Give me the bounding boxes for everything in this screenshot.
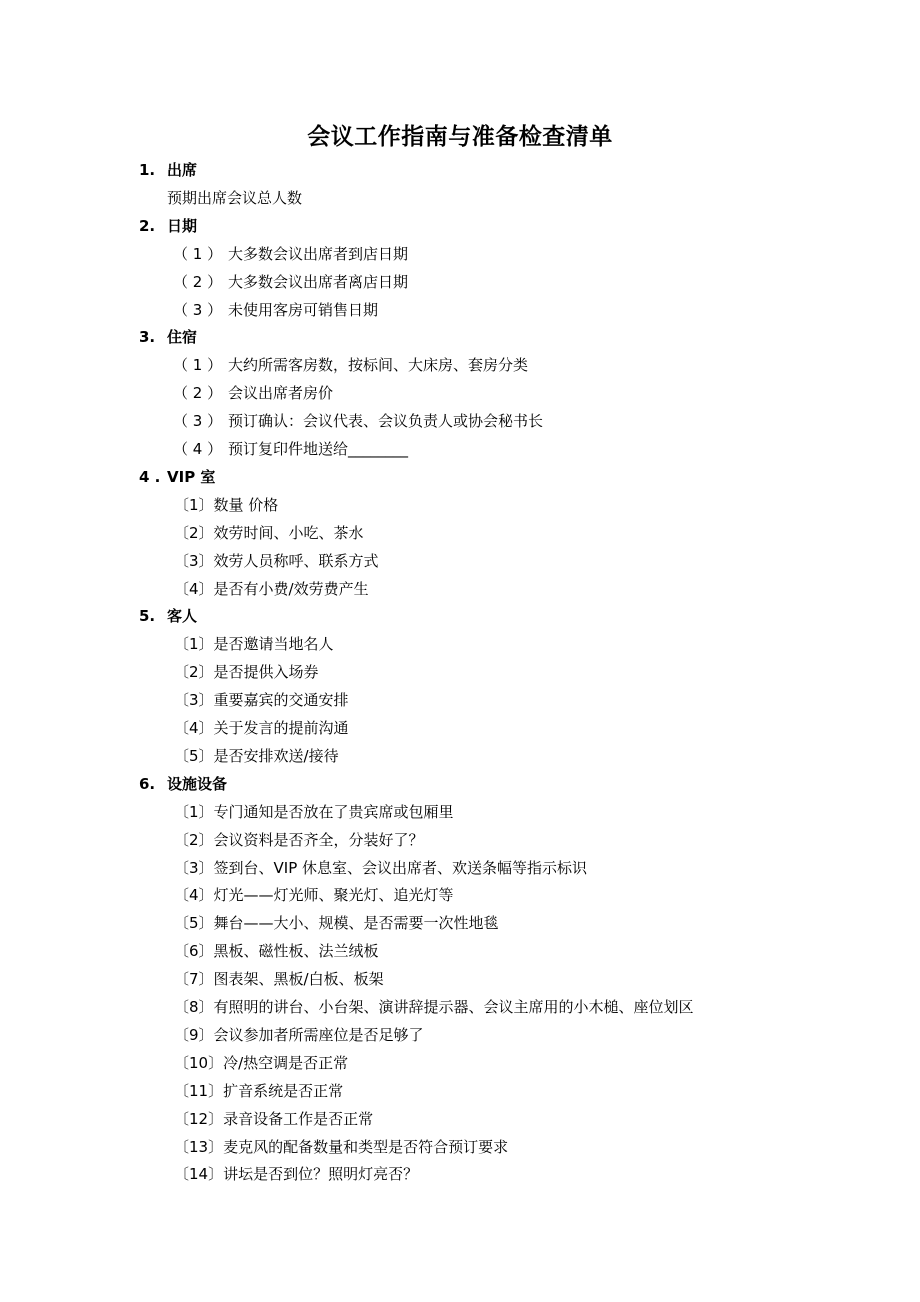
section-number: 4 .	[139, 467, 161, 486]
checklist-item	[174, 634, 334, 654]
item-text: 大多数会议出席者到店日期	[228, 244, 409, 263]
checklist-item	[174, 1109, 373, 1129]
item-text: 〔4〕灯光——灯光师、聚光灯、追光灯等	[174, 886, 454, 905]
item-text: 〔5〕是否安排欢送/接待	[174, 746, 339, 765]
section-title: 客人	[167, 607, 198, 626]
item-text: 〔1〕是否邀请当地名人	[174, 635, 334, 654]
checklist-item	[174, 1025, 424, 1045]
item-text: 大多数会议出席者离店日期	[228, 272, 409, 291]
item-text: 〔2〕会议资料是否齐全，分装好了？	[174, 830, 424, 849]
section-heading	[139, 467, 215, 487]
checklist-item	[174, 941, 379, 961]
item-text: 会议出席者房价	[228, 384, 334, 403]
item-text: 〔10〕冷/热空调是否正常	[174, 1053, 349, 1072]
checklist-item	[174, 885, 454, 905]
item-text: 预期出席会议总人数	[167, 188, 303, 207]
section-title: 日期	[167, 216, 198, 235]
item-text: 〔7〕图表架、黑板/白板、板架	[174, 970, 384, 989]
checklist-item	[174, 690, 349, 710]
checklist-item	[174, 523, 364, 543]
checklist-item	[173, 244, 408, 264]
checklist-item	[173, 300, 378, 320]
item-text: 〔9〕会议参加者所需座位是否足够了	[174, 1025, 424, 1044]
checklist-item	[174, 969, 384, 989]
item-text: 大约所需客房数，按标间、大床房、套房分类	[228, 356, 529, 375]
section-heading	[139, 606, 197, 626]
checklist-item	[174, 1081, 343, 1101]
item-text: 〔3〕效劳人员称呼、联系方式	[174, 551, 379, 570]
section-number: 5.	[139, 607, 156, 626]
checklist-item	[174, 1164, 418, 1184]
item-text: 〔3〕签到台、VIP 休息室、会议出席者、欢送条幅等指示标识	[174, 858, 588, 877]
section-number: 1.	[139, 161, 156, 179]
section-number: 6.	[139, 774, 156, 793]
item-text: 〔4〕是否有小费/效劳费产生	[174, 579, 369, 598]
section-title: 住宿	[167, 328, 198, 347]
checklist-item	[174, 1137, 508, 1157]
item-text: 未使用客房可销售日期	[228, 300, 379, 319]
item-text: 〔5〕舞台——大小、规模、是否需要一次性地毯	[174, 914, 499, 933]
page-title: 会议工作指南与准备检查清单	[307, 124, 613, 150]
checklist-item	[174, 913, 499, 933]
checklist-item	[174, 830, 424, 850]
checklist-item	[174, 997, 694, 1017]
checklist-item	[174, 718, 349, 738]
checklist-item	[174, 662, 319, 682]
item-text: 〔1〕数量 价格	[174, 495, 279, 514]
item-text: 预订复印件地送给________	[228, 440, 409, 458]
item-marker: （ 2 ）	[173, 272, 223, 291]
item-marker: （ 2 ）	[173, 384, 223, 403]
item-text: 〔12〕录音设备工作是否正常	[174, 1109, 374, 1128]
item-text: 〔2〕效劳时间、小吃、茶水	[174, 523, 364, 542]
checklist-item	[174, 858, 587, 878]
section-heading	[139, 216, 197, 236]
section-title: VIP 室	[167, 467, 216, 486]
checklist-item	[167, 188, 302, 208]
checklist-item	[174, 579, 369, 599]
item-marker: （ 3 ）	[173, 300, 223, 319]
checklist-item	[174, 1053, 348, 1073]
checklist-item	[174, 746, 339, 766]
checklist-item	[173, 383, 333, 403]
section-heading	[139, 160, 197, 180]
item-text: 预订确认：会议代表、会议负责人或协会秘书长	[228, 412, 544, 431]
item-marker: （ 1 ）	[173, 356, 223, 375]
item-text: 〔13〕麦克风的配备数量和类型是否符合预订要求	[174, 1137, 509, 1156]
item-marker: （ 3 ）	[173, 412, 223, 431]
section-number: 3.	[139, 328, 156, 347]
checklist-item	[174, 495, 278, 515]
checklist-item	[173, 355, 528, 375]
item-text: 〔6〕黑板、磁性板、法兰绒板	[174, 942, 379, 961]
checklist-item	[174, 551, 379, 571]
item-marker: （ 4 ）	[173, 440, 223, 458]
item-text: 〔3〕重要嘉宾的交通安排	[174, 691, 349, 710]
item-text: 〔1〕专门通知是否放在了贵宾席或包厢里	[174, 802, 454, 821]
section-number: 2.	[139, 216, 156, 235]
item-text: 〔11〕扩音系统是否正常	[174, 1081, 344, 1100]
item-marker: （ 1 ）	[173, 244, 223, 263]
checklist-item	[173, 439, 408, 459]
checklist-item	[174, 802, 454, 822]
item-text: 〔8〕有照明的讲台、小台架、演讲辞提示器、会议主席用的小木槌、座位划区	[174, 998, 694, 1016]
checklist-item	[173, 411, 543, 431]
item-text: 〔4〕关于发言的提前沟通	[174, 719, 349, 737]
item-text: 〔14〕讲坛是否到位？照明灯亮否？	[174, 1165, 419, 1184]
section-title: 出席	[167, 161, 198, 179]
section-heading	[139, 327, 197, 347]
section-heading	[139, 774, 227, 794]
section-title: 设施设备	[167, 774, 228, 793]
checklist-item	[173, 272, 408, 292]
item-text: 〔2〕是否提供入场券	[174, 663, 319, 682]
